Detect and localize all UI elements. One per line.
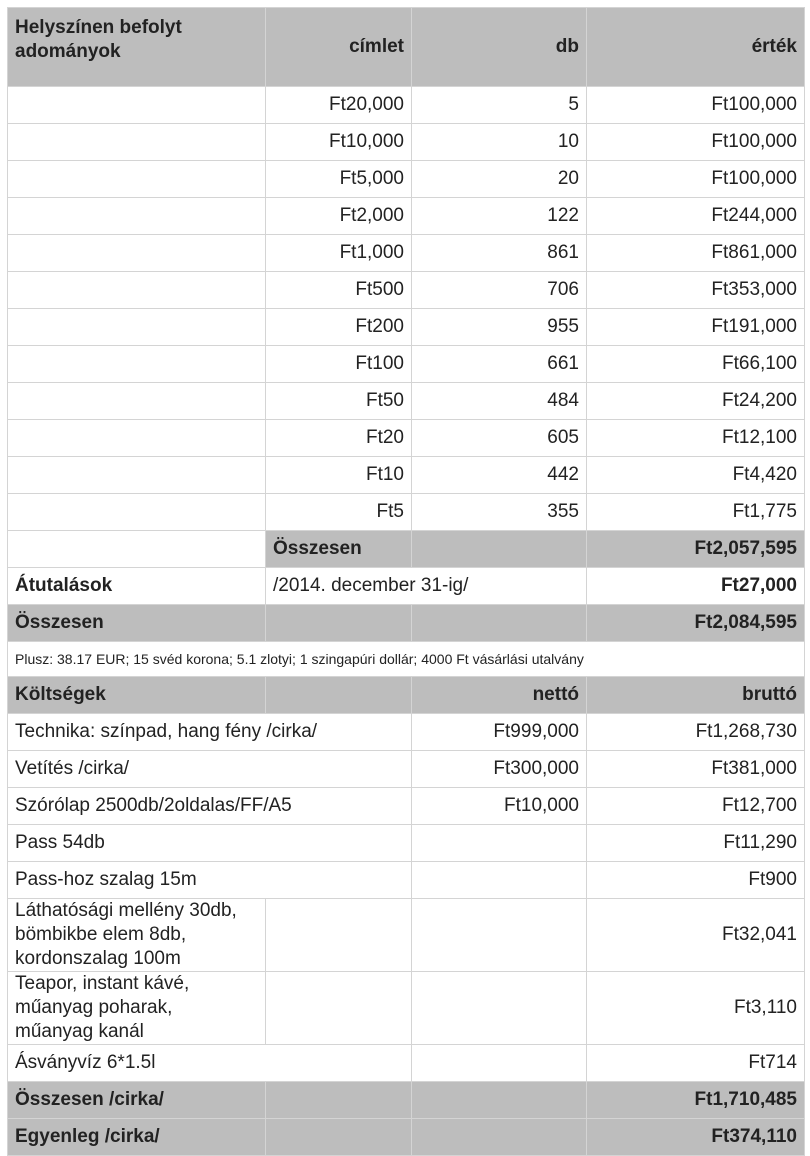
- donation-denomination: Ft50: [266, 383, 412, 420]
- cost-row: [8, 1045, 805, 1082]
- donations-subtotal-label: Összesen: [266, 531, 412, 568]
- balance-empty: [266, 1119, 412, 1156]
- donation-count: 861: [412, 235, 587, 272]
- donations-subtotal-row: [8, 531, 805, 568]
- balance-value: Ft374,110: [587, 1119, 805, 1156]
- costs-header-row: [8, 677, 805, 714]
- donation-count: 442: [412, 457, 587, 494]
- costs-header-empty: [266, 677, 412, 714]
- donation-row: [8, 87, 805, 124]
- cost-net: Ft300,000: [412, 751, 587, 788]
- balance-empty: [412, 1119, 587, 1156]
- income-total-label: Összesen: [8, 605, 266, 642]
- donation-row: [8, 494, 805, 531]
- donation-value: Ft861,000: [587, 235, 805, 272]
- net-header: nettó: [412, 677, 587, 714]
- donation-value: Ft353,000: [587, 272, 805, 309]
- income-total-empty: [412, 605, 587, 642]
- cost-gross: Ft381,000: [587, 751, 805, 788]
- costs-title: Költségek: [8, 677, 266, 714]
- extra-note-row: [8, 642, 805, 677]
- balance-label: Egyenleg /cirka/: [8, 1119, 266, 1156]
- donation-empty-cell: [8, 420, 266, 457]
- cost-item: Teapor, instant kávé, műanyag poharak, műanyag kanál: [8, 972, 266, 1045]
- donation-denomination: Ft5: [266, 494, 412, 531]
- donation-count: 706: [412, 272, 587, 309]
- donation-empty-cell: [8, 87, 266, 124]
- donation-count: 5: [412, 87, 587, 124]
- donation-empty-cell: [8, 198, 266, 235]
- cost-row: [8, 751, 805, 788]
- donation-denomination: Ft2,000: [266, 198, 412, 235]
- donation-value: Ft244,000: [587, 198, 805, 235]
- subtotal-empty-gray: [412, 531, 587, 568]
- cost-net: Ft10,000: [412, 788, 587, 825]
- donation-row: [8, 383, 805, 420]
- cost-gross: Ft900: [587, 862, 805, 899]
- subtotal-empty-cell: [8, 531, 266, 568]
- donation-empty-cell: [8, 272, 266, 309]
- donation-row: [8, 272, 805, 309]
- cost-net: [412, 972, 587, 1045]
- donation-empty-cell: [8, 457, 266, 494]
- cost-row: [8, 714, 805, 751]
- donation-value: Ft24,200: [587, 383, 805, 420]
- donation-denomination: Ft100: [266, 346, 412, 383]
- budget-table: [7, 7, 805, 1156]
- costs-total-label: Összesen /cirka/: [8, 1082, 266, 1119]
- transfers-value: Ft27,000: [587, 568, 805, 605]
- donation-empty-cell: [8, 161, 266, 198]
- costs-total-empty: [412, 1082, 587, 1119]
- cost-item: Technika: színpad, hang fény /cirka/: [8, 714, 412, 751]
- balance-row: [8, 1119, 805, 1156]
- transfers-label: Átutalások: [8, 568, 266, 605]
- count-header: db: [412, 8, 587, 87]
- cost-item: Ásványvíz 6*1.5l: [8, 1045, 412, 1082]
- cost-row: [8, 899, 805, 972]
- cost-net: [412, 862, 587, 899]
- denomination-header: címlet: [266, 8, 412, 87]
- cost-item-pad: [266, 899, 412, 972]
- donation-denomination: Ft500: [266, 272, 412, 309]
- donation-value: Ft12,100: [587, 420, 805, 457]
- donation-empty-cell: [8, 235, 266, 272]
- gross-header: bruttó: [587, 677, 805, 714]
- income-total-empty: [266, 605, 412, 642]
- donation-row: [8, 235, 805, 272]
- cost-row: [8, 788, 805, 825]
- donation-count: 605: [412, 420, 587, 457]
- donation-value: Ft100,000: [587, 87, 805, 124]
- cost-net: [412, 899, 587, 972]
- donation-row: [8, 161, 805, 198]
- transfers-note: /2014. december 31-ig/: [266, 568, 587, 605]
- value-header: érték: [587, 8, 805, 87]
- transfers-row: [8, 568, 805, 605]
- donation-count: 484: [412, 383, 587, 420]
- cost-item: Pass-hoz szalag 15m: [8, 862, 412, 899]
- cost-gross: Ft714: [587, 1045, 805, 1082]
- donation-row: [8, 198, 805, 235]
- donation-count: 10: [412, 124, 587, 161]
- donation-value: Ft100,000: [587, 161, 805, 198]
- cost-item: Pass 54db: [8, 825, 412, 862]
- cost-row: [8, 972, 805, 1045]
- donation-value: Ft4,420: [587, 457, 805, 494]
- cost-gross: Ft1,268,730: [587, 714, 805, 751]
- donation-denomination: Ft20: [266, 420, 412, 457]
- donation-empty-cell: [8, 383, 266, 420]
- costs-total-row: [8, 1082, 805, 1119]
- costs-total-value: Ft1,710,485: [587, 1082, 805, 1119]
- donation-value: Ft191,000: [587, 309, 805, 346]
- donation-count: 661: [412, 346, 587, 383]
- donation-count: 955: [412, 309, 587, 346]
- donation-row: [8, 309, 805, 346]
- donation-value: Ft100,000: [587, 124, 805, 161]
- donation-row: [8, 124, 805, 161]
- donation-empty-cell: [8, 124, 266, 161]
- donation-count: 122: [412, 198, 587, 235]
- donations-title: Helyszínen befolyt adományok: [8, 8, 266, 87]
- cost-item: Láthatósági mellény 30db, bömbikbe elem 8db, kordonszalag 100m: [8, 899, 266, 972]
- donation-empty-cell: [8, 309, 266, 346]
- cost-item: Szórólap 2500db/2oldalas/FF/A5: [8, 788, 412, 825]
- income-total-row: [8, 605, 805, 642]
- extra-note: Plusz: 38.17 EUR; 15 svéd korona; 5.1 zlotyi; 1 szingapúri dollár; 4000 Ft vásárlási utalvány: [8, 642, 805, 677]
- donation-value: Ft1,775: [587, 494, 805, 531]
- cost-gross: Ft32,041: [587, 899, 805, 972]
- cost-net: Ft999,000: [412, 714, 587, 751]
- cost-net: [412, 1045, 587, 1082]
- donations-subtotal-value: Ft2,057,595: [587, 531, 805, 568]
- donation-count: 20: [412, 161, 587, 198]
- cost-gross: Ft12,700: [587, 788, 805, 825]
- cost-row: [8, 862, 805, 899]
- cost-net: [412, 825, 587, 862]
- income-total-value: Ft2,084,595: [587, 605, 805, 642]
- donation-row: [8, 346, 805, 383]
- donation-denomination: Ft5,000: [266, 161, 412, 198]
- donation-denomination: Ft10: [266, 457, 412, 494]
- donation-empty-cell: [8, 494, 266, 531]
- donation-denomination: Ft1,000: [266, 235, 412, 272]
- cost-gross: Ft3,110: [587, 972, 805, 1045]
- donation-denomination: Ft200: [266, 309, 412, 346]
- donation-denomination: Ft10,000: [266, 124, 412, 161]
- donation-row: [8, 457, 805, 494]
- cost-item-pad: [266, 972, 412, 1045]
- cost-row: [8, 825, 805, 862]
- cost-item: Vetítés /cirka/: [8, 751, 412, 788]
- donations-header-row: [8, 8, 805, 87]
- donation-value: Ft66,100: [587, 346, 805, 383]
- cost-gross: Ft11,290: [587, 825, 805, 862]
- costs-total-empty: [266, 1082, 412, 1119]
- donation-denomination: Ft20,000: [266, 87, 412, 124]
- donation-empty-cell: [8, 346, 266, 383]
- donation-count: 355: [412, 494, 587, 531]
- donation-row: [8, 420, 805, 457]
